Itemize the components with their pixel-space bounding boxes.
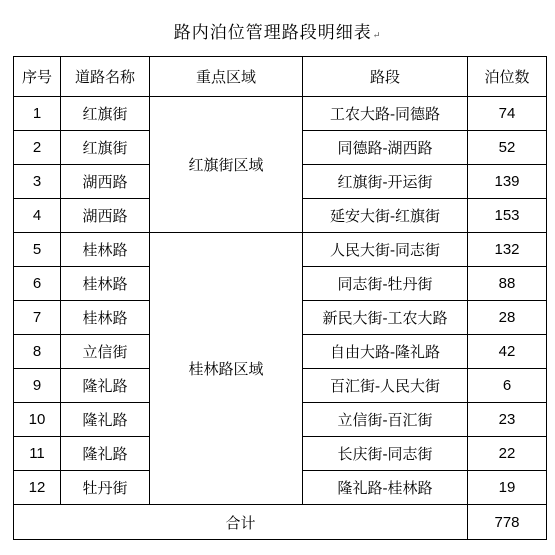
header-row bbox=[14, 57, 547, 97]
row-road-name: 桂林路 bbox=[61, 301, 150, 335]
table-row bbox=[14, 233, 547, 267]
row-spaces: 23 bbox=[468, 403, 547, 437]
row-road-name: 湖西路 bbox=[61, 199, 150, 233]
total-row bbox=[14, 505, 547, 540]
row-spaces: 22 bbox=[468, 437, 547, 471]
row-section: 立信街-百汇街 bbox=[303, 403, 468, 437]
row-road-name: 隆礼路 bbox=[61, 369, 150, 403]
table-title bbox=[0, 18, 555, 43]
row-spaces: 52 bbox=[468, 131, 547, 165]
row-spaces: 19 bbox=[468, 471, 547, 505]
row-spaces: 42 bbox=[468, 335, 547, 369]
row-index: 7 bbox=[14, 301, 61, 335]
row-index: 5 bbox=[14, 233, 61, 267]
area-cell: 桂林路区域 bbox=[150, 233, 303, 505]
row-index: 1 bbox=[14, 97, 61, 131]
paragraph-mark: ↵ bbox=[372, 31, 382, 41]
row-section: 工农大路-同德路 bbox=[303, 97, 468, 131]
row-index: 11 bbox=[14, 437, 61, 471]
row-road-name: 红旗街 bbox=[61, 97, 150, 131]
header-area: 重点区域 bbox=[150, 57, 303, 97]
row-road-name: 隆礼路 bbox=[61, 437, 150, 471]
row-section: 新民大街-工农大路 bbox=[303, 301, 468, 335]
header-index: 序号 bbox=[14, 57, 61, 97]
row-spaces: 74 bbox=[468, 97, 547, 131]
area-cell: 红旗街区域 bbox=[150, 97, 303, 233]
row-road-name: 桂林路 bbox=[61, 233, 150, 267]
table-row bbox=[14, 97, 547, 131]
row-road-name: 立信街 bbox=[61, 335, 150, 369]
row-spaces: 139 bbox=[468, 165, 547, 199]
row-section: 百汇街-人民大街 bbox=[303, 369, 468, 403]
row-index: 3 bbox=[14, 165, 61, 199]
total-label: 合计 bbox=[14, 505, 468, 540]
row-road-name: 隆礼路 bbox=[61, 403, 150, 437]
title-text: 路内泊位管理路段明细表 bbox=[173, 23, 372, 43]
row-section: 长庆街-同志街 bbox=[303, 437, 468, 471]
row-index: 4 bbox=[14, 199, 61, 233]
row-spaces: 132 bbox=[468, 233, 547, 267]
row-road-name: 桂林路 bbox=[61, 267, 150, 301]
row-index: 12 bbox=[14, 471, 61, 505]
parking-detail-table bbox=[13, 56, 547, 540]
row-spaces: 28 bbox=[468, 301, 547, 335]
row-road-name: 红旗街 bbox=[61, 131, 150, 165]
total-spaces: 778 bbox=[468, 505, 547, 540]
row-section: 同志街-牡丹街 bbox=[303, 267, 468, 301]
row-index: 9 bbox=[14, 369, 61, 403]
row-section: 红旗街-开运街 bbox=[303, 165, 468, 199]
row-index: 6 bbox=[14, 267, 61, 301]
row-index: 8 bbox=[14, 335, 61, 369]
row-index: 10 bbox=[14, 403, 61, 437]
row-section: 隆礼路-桂林路 bbox=[303, 471, 468, 505]
header-section: 路段 bbox=[303, 57, 468, 97]
row-section: 同德路-湖西路 bbox=[303, 131, 468, 165]
header-road-name: 道路名称 bbox=[61, 57, 150, 97]
table-body bbox=[14, 97, 547, 505]
row-section: 自由大路-隆礼路 bbox=[303, 335, 468, 369]
row-spaces: 153 bbox=[468, 199, 547, 233]
row-spaces: 88 bbox=[468, 267, 547, 301]
row-spaces: 6 bbox=[468, 369, 547, 403]
row-index: 2 bbox=[14, 131, 61, 165]
row-section: 人民大街-同志街 bbox=[303, 233, 468, 267]
row-road-name: 湖西路 bbox=[61, 165, 150, 199]
row-section: 延安大街-红旗街 bbox=[303, 199, 468, 233]
row-road-name: 牡丹街 bbox=[61, 471, 150, 505]
header-spaces: 泊位数 bbox=[468, 57, 547, 97]
